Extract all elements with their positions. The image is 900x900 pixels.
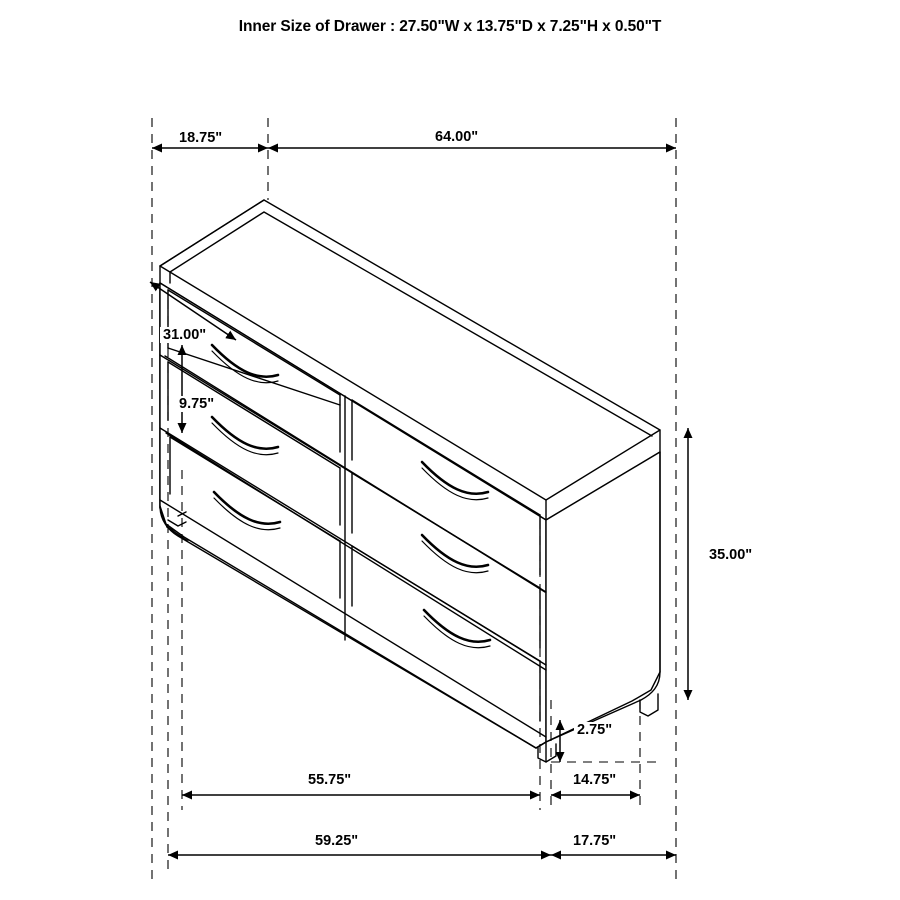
page-title: Inner Size of Drawer : 27.50"W x 13.75"D x 7.25"H x 0.50"T [238,18,662,35]
dim-label-59-25: 59.25" [312,833,361,849]
dresser-body [160,200,660,762]
dim-label-64-00: 64.00" [432,129,481,145]
dim-label-2-75: 2.75" [574,722,615,738]
dim-label-17-75: 17.75" [570,833,619,849]
dim-label-31-00: 31.00" [160,327,209,343]
dim-label-35-00: 35.00" [706,547,755,563]
dim-label-55-75: 55.75" [305,772,354,788]
dim-label-18-75: 18.75" [176,130,225,146]
dim-label-14-75: 14.75" [570,772,619,788]
dim-label-9-75: 9.75" [176,396,217,412]
